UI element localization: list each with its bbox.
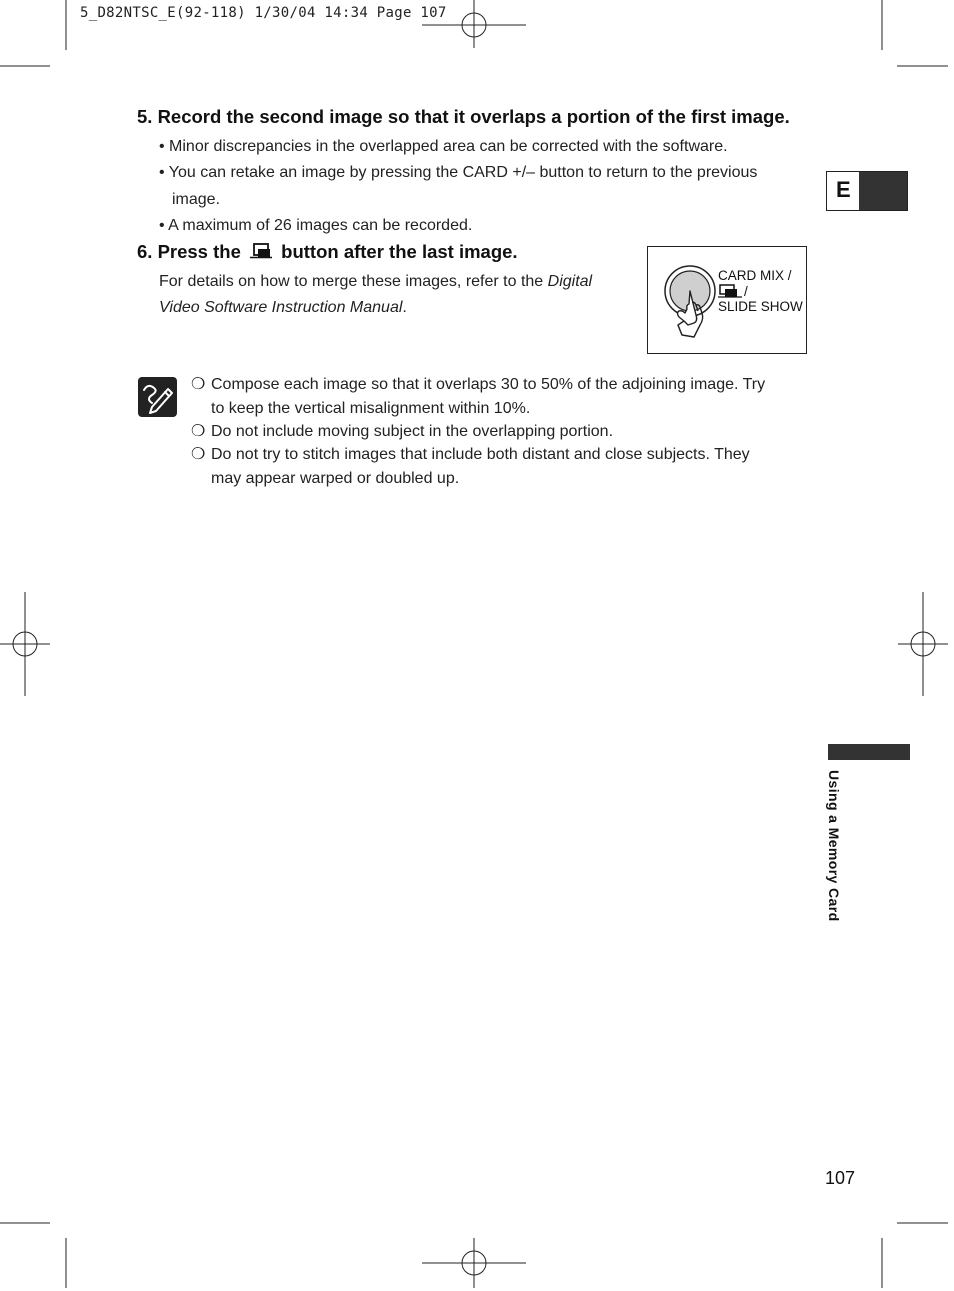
diagram-label: [718, 268, 803, 315]
step6-body-line1: [159, 269, 592, 295]
note-3-line1: Do not try to stitch images that include both distant and close subjects. They: [211, 446, 750, 463]
note-pencil-icon: [138, 377, 177, 417]
step5-bullet-2: • You can retake an image by pressing the CARD +/– button to return to the previous: [159, 164, 758, 181]
note-1-line1: Compose each image so that it overlaps 30 to 50% of the adjoining image. Try: [211, 376, 766, 393]
note-2-line1: Do not include moving subject in the overlapping portion.: [211, 423, 614, 440]
step5-bullet-2-cont: image.: [172, 191, 221, 208]
step5-bullet-1: • Minor discrepancies in the overlapped area can be corrected with the software.: [159, 138, 728, 155]
section-label: Using a Memory Card: [826, 770, 842, 922]
step6-heading-before: 6. Press the: [137, 241, 241, 262]
note-item-2: [191, 420, 821, 444]
language-tab-letter: E: [836, 177, 851, 202]
diagram-label-slash: /: [744, 283, 748, 299]
button-diagram: [647, 246, 807, 354]
card-mix-button-icon: [250, 243, 272, 259]
note-bullet-1: ❍: [191, 376, 206, 393]
note-1-line2: to keep the vertical misalignment within 10%.: [211, 399, 531, 417]
note-item-1: [191, 373, 821, 420]
step6-heading-after: button after the last image.: [281, 241, 518, 262]
step6-body-text: For details on how to merge these images, refer to the: [159, 273, 548, 290]
step6-heading: [137, 241, 518, 263]
step6-body-line2: [159, 295, 407, 321]
step5-heading: 5. Record the second image so that it overlaps a portion of the first image.: [137, 106, 790, 127]
diagram-label-line3: SLIDE SHOW: [718, 299, 803, 314]
note-bullet-3: ❍: [191, 446, 206, 463]
note-3-line2: may appear warped or doubled up.: [211, 469, 460, 487]
manual-title-part2: Video Software Instruction Manual: [159, 299, 403, 316]
card-mix-symbol-icon: [718, 284, 744, 298]
diagram-label-line2: [718, 284, 803, 300]
note-item-3: [191, 443, 821, 490]
step5-bullet-3: • A maximum of 26 images can be recorded.: [159, 217, 473, 234]
note-bullet-2: ❍: [191, 423, 206, 440]
section-marker-bar: [828, 744, 910, 760]
print-slug-line: 5_D82NTSC_E(92-118) 1/30/04 14:34 Page 107: [80, 5, 447, 21]
diagram-label-line1: CARD MIX /: [718, 268, 792, 283]
page-number: 107: [825, 1168, 856, 1188]
step6-body-period: .: [402, 299, 407, 316]
manual-title-part1: Digital: [547, 273, 593, 290]
language-tab-e: [826, 171, 908, 211]
language-tab-fill: [859, 172, 907, 210]
